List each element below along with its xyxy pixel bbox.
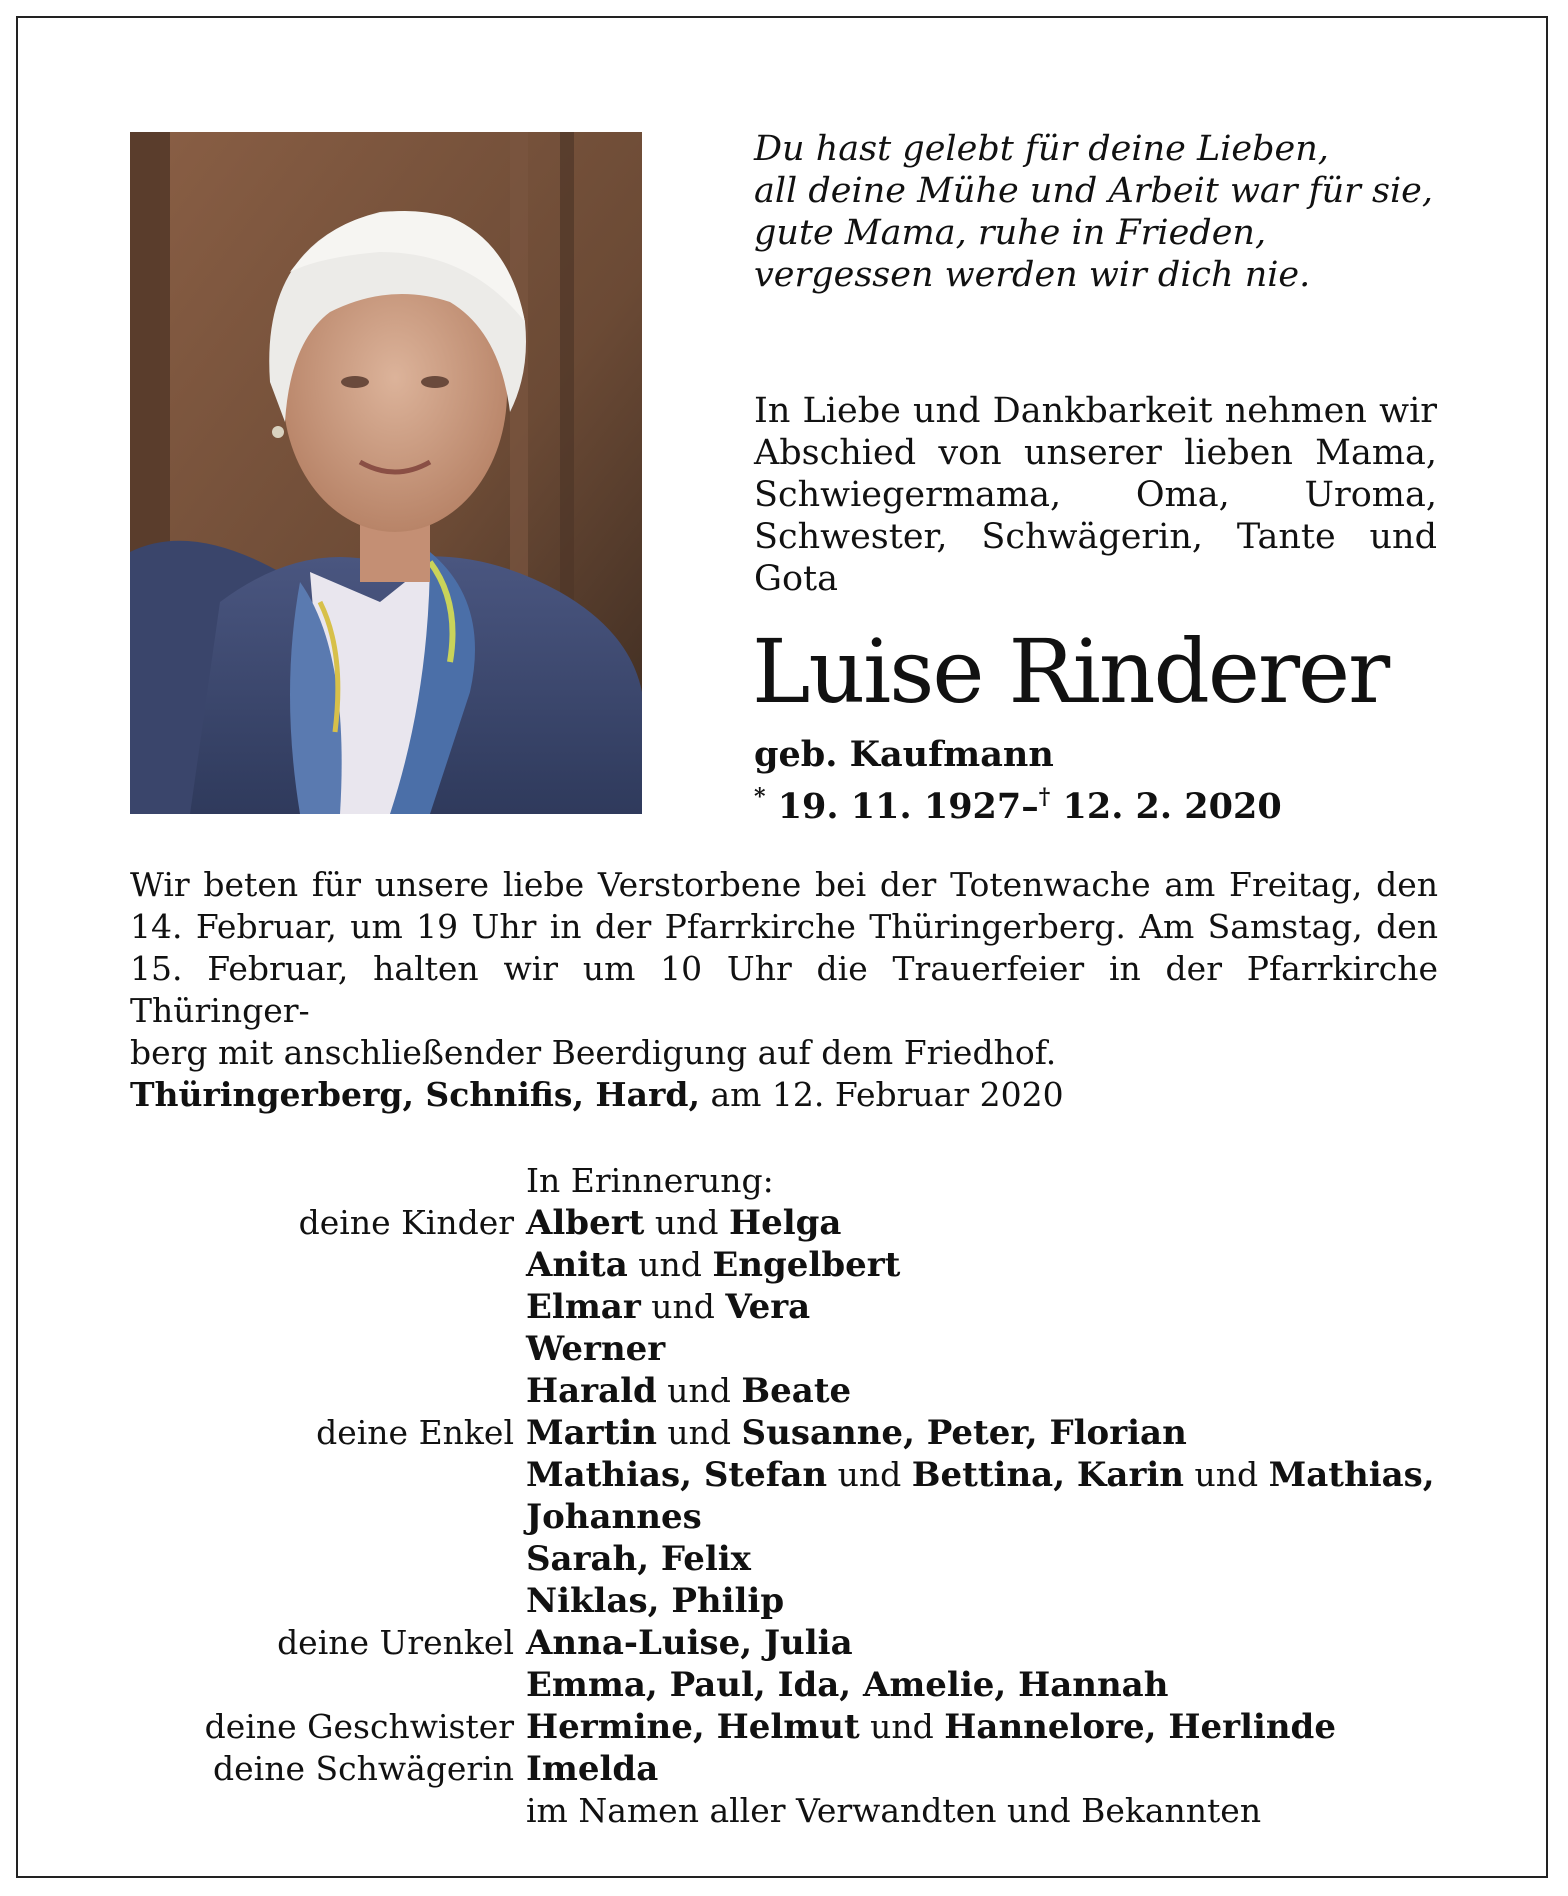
memory-list: [130, 1160, 1440, 1832]
list-item: Hermine, Helmut und Hannelore, Herlinde: [526, 1707, 1336, 1747]
grandchildren-label: deine Enkel: [316, 1413, 514, 1452]
deceased-name: Luise Rinderer: [752, 620, 1389, 723]
list-item: Johannes: [526, 1497, 702, 1537]
death-symbol: †: [1038, 784, 1051, 810]
great-grandchildren-label: deine Urenkel: [277, 1623, 514, 1662]
date-separator: –: [1021, 786, 1039, 827]
service-line: 14. Februar, um 19 Uhr in der Pfarrkirche Thüringerberg. Am Samstag, den: [130, 907, 1438, 946]
list-item: Harald und Beate: [526, 1371, 852, 1411]
poem-line: Du hast gelebt für deine Lieben,: [754, 129, 1329, 169]
death-date: 12. 2. 2020: [1062, 786, 1282, 827]
list-item: Elmar und Vera: [526, 1287, 811, 1327]
service-line: berg mit anschließender Beerdigung auf dem Friedhof.: [130, 1033, 1057, 1072]
poem: [754, 128, 1433, 296]
memory-heading: In Erinnerung:: [526, 1161, 774, 1200]
intro-line: Abschied von unserer lieben Mama,: [754, 433, 1437, 473]
portrait-photo-icon: [130, 132, 642, 814]
poem-line: all deine Mühe und Arbeit war für sie,: [754, 171, 1433, 211]
list-item: Sarah, Felix: [526, 1539, 751, 1579]
intro-line: In Liebe und Dankbarkeit nehmen wir: [754, 391, 1437, 431]
birth-date: 19. 11. 1927: [777, 786, 1022, 827]
list-item: Anna-Luise, Julia: [526, 1623, 853, 1663]
children-label: deine Kinder: [298, 1203, 514, 1242]
intro-line: Schwester, Schwägerin, Tante und Gota: [754, 517, 1437, 599]
list-item: Martin und Susanne, Peter, Florian: [526, 1413, 1187, 1453]
siblings-label: deine Geschwister: [204, 1707, 514, 1746]
list-item: Mathias, Stefan und Bettina, Karin und Mathias,: [526, 1455, 1435, 1495]
portrait-photo: [130, 132, 642, 814]
list-item: Anita und Engelbert: [526, 1245, 901, 1285]
intro-text: [754, 390, 1437, 600]
sister-in-law-label: deine Schwägerin: [213, 1749, 514, 1788]
poem-line: gute Mama, ruhe in Frieden,: [754, 213, 1267, 253]
closing-line: im Namen aller Verwandten und Bekannten: [526, 1791, 1262, 1830]
list-item: Werner: [526, 1329, 666, 1369]
intro-line: Schwiegermama, Oma, Uroma,: [754, 475, 1437, 515]
list-item: Imelda: [526, 1749, 659, 1789]
birth-symbol: *: [754, 784, 766, 810]
life-dates: [754, 776, 1282, 828]
list-item: Niklas, Philip: [526, 1581, 785, 1621]
list-item: Albert und Helga: [526, 1203, 842, 1243]
service-line: Wir beten für unsere liebe Verstorbene bei der Totenwache am Freitag, den: [130, 865, 1438, 904]
service-text: [130, 864, 1438, 1074]
notice-date: am 12. Februar 2020: [710, 1075, 1064, 1114]
towns: Thüringerberg, Schnifis, Hard,: [130, 1075, 700, 1114]
birth-name: geb. Kaufmann: [754, 734, 1054, 775]
service-line: 15. Februar, halten wir um 10 Uhr die Trauerfeier in der Pfarrkirche Thüringer-: [130, 949, 1438, 1030]
list-item: Emma, Paul, Ida, Amelie, Hannah: [526, 1665, 1169, 1705]
poem-line: vergessen werden wir dich nie.: [754, 255, 1311, 295]
place-date: [130, 1074, 1064, 1116]
